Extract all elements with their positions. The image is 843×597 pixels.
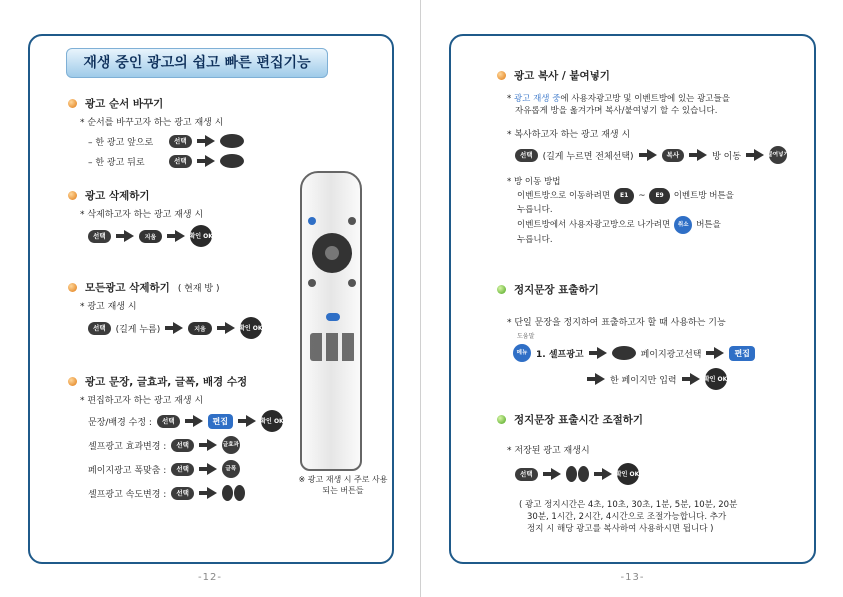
- left-right-keys-icon: [222, 485, 245, 501]
- edit-button: 편집: [208, 414, 233, 429]
- desc: 버튼을: [696, 220, 721, 230]
- select-button: 선택: [171, 487, 194, 500]
- bullet-icon: [68, 377, 77, 386]
- arrow-icon: [746, 149, 764, 161]
- ok-button: 확인 OK: [261, 410, 283, 432]
- section-move-room: [507, 176, 807, 246]
- arrow-icon: [706, 347, 724, 359]
- select-button: 선택: [171, 439, 194, 452]
- select-button: 선택: [169, 155, 192, 168]
- ok-button: 확인 OK: [705, 368, 727, 390]
- page-number: -12-: [198, 572, 222, 583]
- arrow-icon: [167, 230, 185, 242]
- arrow-icon: [639, 149, 657, 161]
- note-line: 30분, 1시간, 2시간, 4시간으로 조절가능합니다. 추가: [527, 512, 727, 522]
- select-button: 선택: [171, 463, 194, 476]
- button-icon: [308, 217, 316, 225]
- desc: * 저장된 광고 재생시: [507, 445, 590, 456]
- arrow-icon: [238, 415, 256, 427]
- note-line: ( 광고 정지시간은 4초, 10초, 30초, 1분, 5분, 10분, 20분: [519, 500, 738, 510]
- section-still-text: [497, 282, 807, 392]
- arrow-icon: [199, 487, 217, 499]
- button-icon: [308, 279, 316, 287]
- cancel-button: 취소: [674, 216, 692, 234]
- arrow-icon: [197, 135, 215, 147]
- long-press-label: (길게 누름): [115, 324, 161, 335]
- paste-button: 붙여넣기: [769, 146, 787, 164]
- desc: * 편집하고자 하는 광고 재생 시: [80, 395, 204, 406]
- left-frame: [28, 34, 394, 564]
- desc: * 광고 재생 시: [80, 301, 137, 312]
- ok-button: 확인 OK: [240, 317, 262, 339]
- down-key-icon: [220, 154, 244, 168]
- select-button: 선택: [515, 149, 538, 162]
- desc: * 순서를 바꾸고자 하는 광고 재생 시: [80, 117, 224, 128]
- e1-button: E1: [614, 188, 634, 204]
- self-ad-label: 1. 셀프광고: [536, 349, 584, 360]
- menu-button: 메뉴: [513, 344, 531, 362]
- ok-button: 확인 OK: [190, 225, 212, 247]
- arrow-icon: [594, 468, 612, 480]
- arrow-icon: [165, 322, 183, 334]
- ok-button: 확인 OK: [617, 463, 639, 485]
- desc: 이벤트방으로 이동하려면: [517, 191, 611, 201]
- remote-control-illustration: [300, 171, 362, 471]
- section-title: 정지문장 표출시간 조절하기: [514, 414, 644, 426]
- up-down-keys-icon: [612, 346, 636, 360]
- desc: * 삭제하고자 하는 광고 재생 시: [80, 209, 204, 220]
- desc: 누릅니다.: [517, 235, 553, 245]
- bullet-icon: [68, 283, 77, 292]
- page-ad-select-label: 페이지광고선택: [640, 349, 702, 360]
- section-reorder: [68, 96, 244, 171]
- desc: 자유롭게 방을 옮겨가며 복사/붙여넣기 할 수 있습니다.: [515, 106, 718, 116]
- right-page: [422, 0, 843, 597]
- copy-button: 복사: [662, 149, 685, 162]
- long-press-label: (길게 누르면 전체선택): [542, 151, 634, 162]
- section-edit: [68, 374, 283, 505]
- section-title: 광고 삭제하기: [85, 190, 150, 202]
- desc: * 복사하고자 하는 광고 재생 시: [507, 129, 631, 140]
- desc: 이벤트방에서 사용자광고방으로 나가려면: [517, 220, 671, 230]
- button-icon: [348, 217, 356, 225]
- e9-button: E9: [649, 188, 669, 204]
- section-title: 정지문장 표출하기: [514, 284, 599, 296]
- bullet-icon: [68, 99, 77, 108]
- arrow-icon: [116, 230, 134, 242]
- width-button: 글폭: [222, 460, 240, 478]
- section-title: 모든광고 삭제하기: [85, 282, 170, 294]
- section-title: 광고 문장, 글효과, 글폭, 배경 수정: [85, 376, 248, 388]
- select-button: 선택: [157, 415, 180, 428]
- section-delete-all: [68, 280, 262, 341]
- arrow-icon: [682, 373, 700, 385]
- arrow-icon: [217, 322, 235, 334]
- dpad-icon: [312, 233, 352, 273]
- row-label: 셀프광고 속도변경 :: [88, 489, 167, 500]
- line-forward: – 한 광고 앞으로: [88, 137, 154, 148]
- row-label: 문장/배경 수정 :: [88, 417, 152, 428]
- bullet-icon: [497, 285, 506, 294]
- section-copy-paste: [497, 68, 807, 167]
- arrow-icon: [199, 463, 217, 475]
- move-room-label: 방 이동: [712, 151, 742, 162]
- arrow-icon: [543, 468, 561, 480]
- desc: 에 사용자광고방 및 이벤트방에 있는 광고들을: [560, 94, 730, 104]
- section-subtitle: ( 현재 방 ): [177, 284, 220, 294]
- up-key-icon: [220, 134, 244, 148]
- section-title: 광고 순서 바꾸기: [85, 98, 164, 110]
- select-button: 선택: [88, 322, 111, 335]
- section-still-time: [497, 412, 807, 535]
- delete-button: 지움: [188, 322, 212, 335]
- bullet-icon: [68, 191, 77, 200]
- line-back: – 한 광고 뒤로: [88, 157, 145, 168]
- remote-caption: ※ 광고 재생 시 주로 사용되는 버튼들: [298, 475, 388, 495]
- bullet-mark: *: [507, 94, 514, 104]
- page-number: -13-: [620, 572, 645, 583]
- arrow-icon: [689, 149, 707, 161]
- number-keys-icon: [310, 333, 356, 361]
- left-page: [0, 0, 421, 597]
- desc: * 방 이동 방법: [507, 177, 561, 187]
- help-label: 도움말: [517, 333, 535, 340]
- tilde: ~: [638, 191, 646, 201]
- section-title: 광고 복사 / 붙여넣기: [514, 70, 610, 82]
- button-icon: [348, 279, 356, 287]
- highlight-text: 광고 재생 중: [513, 94, 561, 104]
- arrow-icon: [185, 415, 203, 427]
- desc: 이벤트방 버튼을: [673, 191, 734, 201]
- page-title: 재생 중인 광고의 쉽고 빠른 편집기능: [66, 48, 328, 78]
- section-delete: [68, 188, 212, 249]
- bullet-icon: [497, 71, 506, 80]
- arrow-icon: [587, 373, 605, 385]
- desc: * 단일 문장을 정지하여 표출하고자 할 때 사용하는 기능: [507, 317, 726, 328]
- note-line: 정지 시 해당 광고를 복사하여 사용하시면 됩니다 ): [527, 524, 714, 534]
- effect-button: 글효과: [222, 436, 240, 454]
- edit-key-icon: [326, 313, 340, 321]
- edit-button: 편집: [729, 346, 754, 361]
- arrow-icon: [199, 439, 217, 451]
- delete-button: 지움: [139, 230, 163, 243]
- left-right-keys-icon: [566, 466, 589, 482]
- one-page-label: 한 페이지만 입력: [610, 375, 677, 386]
- desc: 누릅니다.: [517, 205, 553, 215]
- right-frame: [449, 34, 816, 564]
- select-button: 선택: [169, 135, 192, 148]
- bullet-icon: [497, 415, 506, 424]
- row-label: 셀프광고 효과변경 :: [88, 441, 167, 452]
- arrow-icon: [197, 155, 215, 167]
- select-button: 선택: [88, 230, 111, 243]
- select-button: 선택: [515, 468, 538, 481]
- arrow-icon: [589, 347, 607, 359]
- row-label: 페이지광고 폭맞춤 :: [88, 465, 167, 476]
